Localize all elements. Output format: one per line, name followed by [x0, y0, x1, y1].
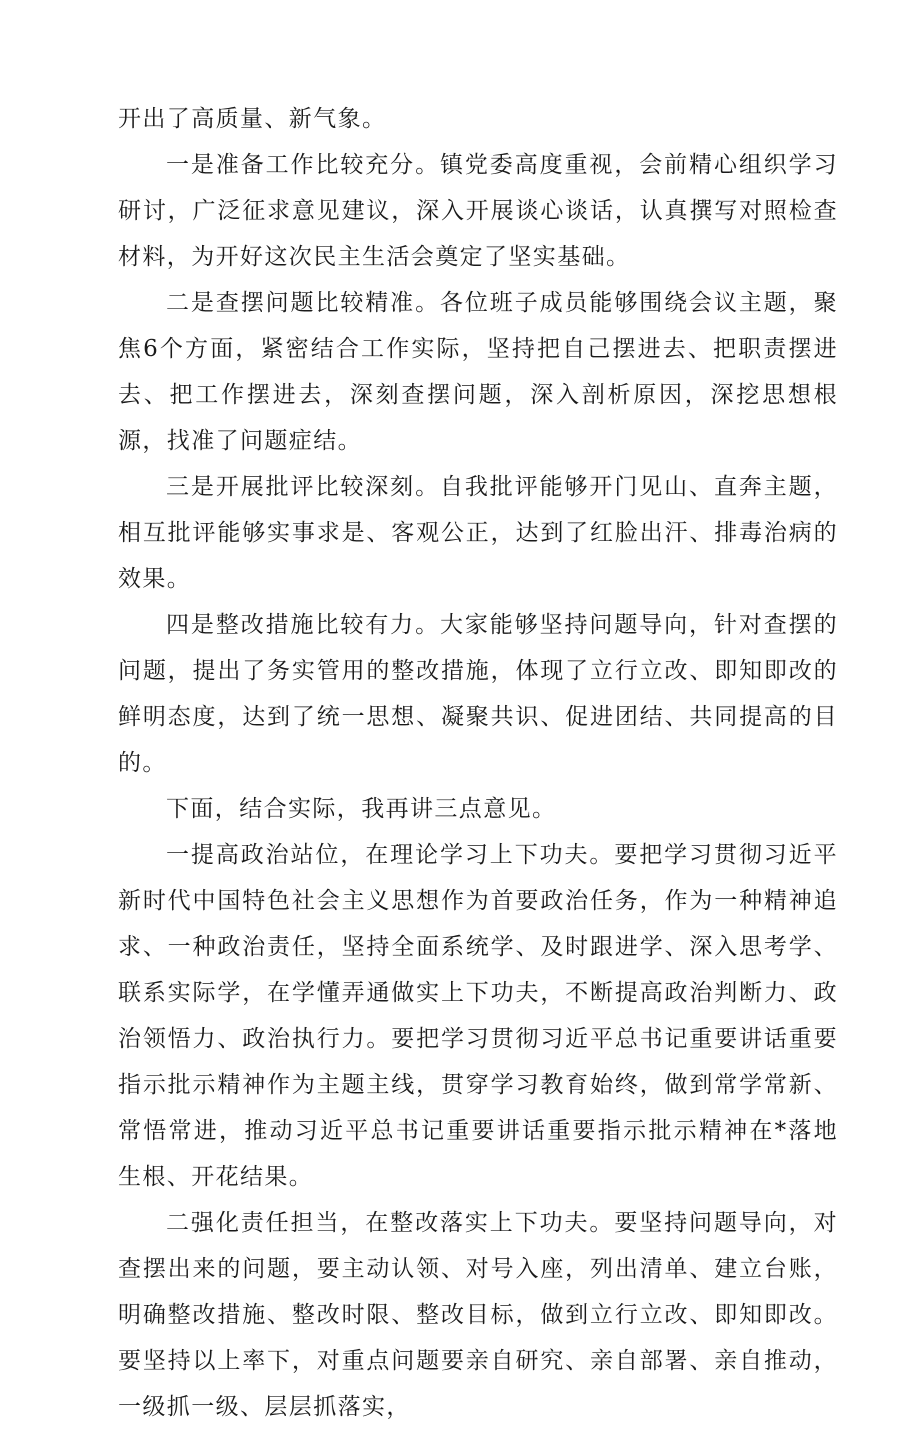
paragraph-preparation: 一是准备工作比较充分。镇党委高度重视，会前精心组织学习研讨，广泛征求意见建议，深入开展谈心谈话，认真撰写对照检查材料，为开好这次民主生活会奠定了坚实基础。 [118, 152, 838, 270]
paragraph-transition: 下面，结合实际，我再讲三点意见。 [166, 796, 557, 822]
paragraph-continuation: 开出了高质量、新气象。 [118, 106, 387, 132]
paragraph-rectification: 四是整改措施比较有力。大家能够坚持问题导向，针对查摆的问题，提出了务实管用的整改措施，体现了立行立改、即知即改的鲜明态度，达到了统一思想、凝聚共识、促进团结、共同提高的目的。 [118, 612, 838, 776]
paragraph-point-one: 一提高政治站位，在理论学习上下功夫。要把学习贯彻习近平新时代中国特色社会主义思想作为首要政治任务，作为一种精神追求、一种政治责任，坚持全面系统学、及时跟进学、深入思考学、联系实际学，在学懂弄通做实上下功夫，不断提高政治判断力、政治领悟力、政治执行力。要把学习贯彻习近平总书记重要讲话重要指示批示精神作为主题主线，贯穿学习教育始终，做到常学常新、常悟常进，推动习近平总书记重要讲话重要指示批示精神在*落地生根、开花结果。 [118, 842, 838, 1190]
paragraph-point-two: 二强化责任担当，在整改落实上下功夫。要坚持问题导向，对查摆出来的问题，要主动认领、对号入座，列出清单、建立台账，明确整改措施、整改时限、整改目标，做到立行立改、即知即改。要坚持以上率下，对重点问题要亲自研究、亲自部署、亲自推动，一级抓一级、层层抓落实， [118, 1210, 838, 1420]
paragraph-problem-finding: 二是查摆问题比较精准。各位班子成员能够围绕会议主题，聚焦6个方面，紧密结合工作实际，坚持把自己摆进去、把职责摆进去、把工作摆进去，深刻查摆问题，深入剖析原因，深挖思想根源，找准了问题症结。 [118, 290, 838, 454]
paragraph-criticism: 三是开展批评比较深刻。自我批评能够开门见山、直奔主题，相互批评能够实事求是、客观公正，达到了红脸出汗、排毒治病的效果。 [118, 474, 838, 592]
document-body [118, 96, 838, 1430]
